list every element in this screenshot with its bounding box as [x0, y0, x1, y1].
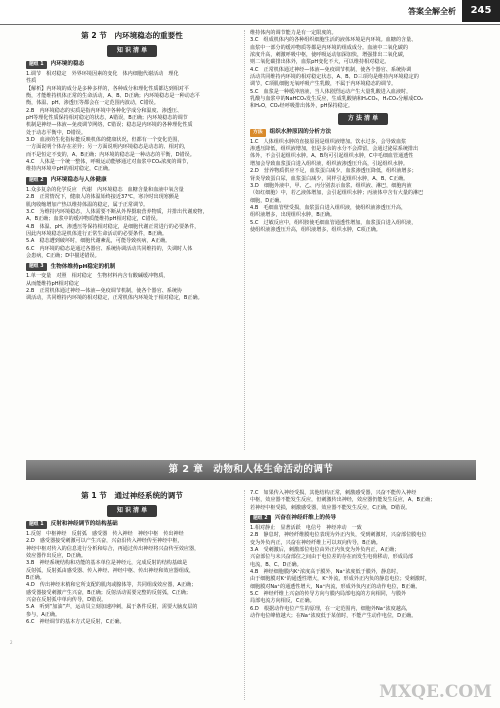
- text-line: （如红细胞）中，若乙液体增加，会引起组织水肿；丙液体中含有大量的淋巴: [250, 190, 424, 197]
- answer-section-label: 答案全解全析: [408, 7, 456, 16]
- section-title: 第 2 节 内环境稳态的重要性: [81, 31, 183, 40]
- text-line: 中枢，效应器不能发生反应，但刺激传出神经，效应器仍能发生反应，A、B正确；: [250, 497, 436, 504]
- topic-tag: 题组 2: [250, 515, 271, 523]
- topic-body: [26, 273, 238, 302]
- text-line: 调活动，共同维持内环境的相对稳定，正常机体内环境处于相对稳定，B正确。: [26, 295, 203, 302]
- topic-body: [26, 187, 238, 260]
- text-line: 6.C 内环境的稳态是通过各器官、系统协调活动共同维持的，失调时人体: [26, 245, 193, 252]
- text-line: 5.A 听到“加油”声，运动员立刻加速冲刺，属于条件反射，需要大脑皮层的: [26, 604, 198, 611]
- text-line: 3.C 为维持内环境稳态，人体需要不断从外界摄取营养物质，并排出代谢废物，: [26, 208, 208, 215]
- text-line: 6.C 神经调节的基本方式是反射，C正确。: [26, 619, 125, 626]
- text-line: 肾炎导致蛋白尿，血浆蛋白减少，同样引起组织水肿，A、B、C正确。: [250, 175, 409, 182]
- text-line: 1.单一变量 对照 相对稳定 生物材料内含有酸碱缓冲物质，: [26, 273, 169, 280]
- text-line: 细胞，D正确。: [250, 197, 285, 204]
- left-column-bottom: [26, 490, 238, 626]
- watermark: MXQE.COM: [379, 682, 492, 702]
- text-line: 5.A 稳态遭到破坏时，细胞代谢紊乱，可能导致疾病，A正确。: [26, 238, 171, 245]
- text-line: 2.B 正常机体通过神经—体液—免疫调节机制，使各个器官、系统协: [26, 287, 183, 294]
- text-line: 肌肉收缩增加产热以维持体温的稳定，属于正常调节。: [26, 201, 149, 208]
- topic-body: [26, 531, 238, 626]
- text-line: 1.反射 中枢神经 反射弧 感受器 传入神经 神经中枢 传出神经: [26, 531, 184, 537]
- text-line: 浓度升高，刺激呼吸中枢，使呼吸运动加深加快，增强排出二氧化碳，: [250, 52, 408, 59]
- text-line: 3.D 血液的生化指标能反映机体的健康状况，但都有一个变化范围，: [26, 137, 183, 144]
- column-divider-bottom: [244, 490, 245, 700]
- text-line: 4.C 人体是一个统一整体，呼吸运动能够通过对血浆中CO₂浓度的调节，: [26, 159, 192, 166]
- continued-answers: [250, 490, 476, 512]
- text-line: 体外，不会引起组织水肿。A、B均可引起组织水肿，C中毛细血管通透性: [250, 153, 414, 160]
- text-line: 4.D 传出神经末梢和它所支配的肌肉或腺体等，共同组成效应器，A正确；: [26, 582, 197, 589]
- topic-body: [250, 525, 476, 620]
- method-list-badge: 方 法 清 单: [338, 113, 388, 125]
- topic-title: 生物体维持pH稳定的机制: [50, 263, 116, 270]
- text-line: 2.B 静息时，神经纤维膜电位表现为外正内负，受到刺激时，兴奋部位膜电位: [250, 532, 427, 539]
- text-line: 1.C 人体组织水肿的直接原因是组织液增加。饮水过多，会导致血浆: [250, 138, 407, 145]
- topic-title: 内环境的稳态: [50, 61, 85, 68]
- knowledge-list-badge: 知 识 清 单: [107, 505, 157, 517]
- text-line: 5.C 神经纤维上兴奋的传导方向与膜内局部电流的方向相同，与膜外: [250, 591, 407, 598]
- text-line: 5.C 血浆是一种缓冲溶液，当人体剧烈运动产生大量乳酸进入血液时，: [250, 88, 412, 95]
- method-body: [250, 139, 476, 234]
- text-line: 调节，C项肌细胞无氧呼吸产生乳酸，不属于内环境稳态的调节。: [250, 81, 397, 88]
- text-line: 3.C 组成机体内的各种组织细胞生活的液体环境是内环境。血糖的含量、: [250, 37, 417, 44]
- text-line: 1.相对静止 显著活跃 电信号 神经冲动 一致: [250, 525, 362, 532]
- text-line: 若神经中枢受损，刺激感受器，效应器不能发生反应，C正确，D错误。: [250, 504, 411, 511]
- topic-tag: 题组 1: [26, 61, 47, 69]
- text-line: 组织液增多，出现组织水肿，B正确。: [250, 212, 335, 219]
- text-line: 4.C 正常机体通过神经—体液—免疫调节机制，使各个器官、系统协调: [250, 66, 412, 73]
- text-line: 反射弧，反射弧由感受器、传入神经、神经中枢、传出神经和效应器组成，: [26, 567, 195, 574]
- topic-heading: [26, 521, 238, 529]
- text-line: 衡，才能维持机体正常的生命活动，A、B、D正确；内环境稳态是一种动态平: [26, 93, 200, 100]
- text-line: 则二氧化碳排出体外，血浆pH变化不大，可以维持相对稳定。: [250, 59, 390, 66]
- left-column-top: [26, 30, 238, 303]
- text-line: 效应器作出反应，D正确。: [26, 553, 86, 560]
- text-line: 血浆中一部分的缓冲物质等都是内环境的组成成分。血液中二氧化碳的: [250, 44, 408, 51]
- text-line: 4.B 毛细血管壁受损，血浆蛋白进入组织液，使组织液渗透压升高，: [250, 204, 407, 211]
- method-title: 组织水肿原因的分析方法: [269, 129, 332, 136]
- text-line: 而不是恒定不变的，A、B正确；内环境的稳态是一种动态的平衡，D错误。: [26, 151, 195, 158]
- column-divider-top: [244, 30, 245, 450]
- topic-heading: [26, 61, 238, 69]
- text-line: 维持内环境中pH的相对稳定，C正确。: [26, 166, 114, 173]
- text-line: 渗透压降低，组织液增加，但是多余的水分不会滞留，会通过泌尿系统排出: [250, 146, 419, 153]
- text-line: 4.B 体温、pH、渗透压等保持相对稳定，是细胞代谢正常进行的必要条件，: [26, 223, 200, 230]
- text-line: A、B正确；血浆中的缓冲物质能维持pH相对稳定，C错误。: [26, 216, 161, 223]
- text-line: 3.A 受刺激后，刺激部位电位由外正内负变为外负内正，A正确；: [250, 547, 400, 554]
- topic-tag: 题组 3: [26, 263, 47, 271]
- topic-heading: [26, 263, 238, 271]
- right-column-bottom: [250, 490, 476, 621]
- topic-heading: [26, 177, 238, 185]
- text-line: 2.B 正常情况下，健康人的体温始终接近37℃，寒冷时出现寒颤是: [26, 194, 179, 201]
- text-line: 3.B 神经系统结构和功能的基本单位是神经元，完成反射的结构基础是: [26, 560, 188, 567]
- chapter-banner: 第 2 章 动物和人体生命活动的调节: [26, 460, 476, 480]
- text-line: 性质: [26, 78, 37, 85]
- topic-title: 兴奋在神经纤维上的传导: [274, 515, 337, 522]
- text-line: 变为外负内正，兴奋在神经纤维上可以双向传导，B正确。: [250, 539, 381, 546]
- text-line: 1.调节 相对稳定 外界环境因素的变化 体内细胞代谢活动 理化: [26, 71, 179, 77]
- text-line: 神经中枢对传入的信息进行分析和综合，再通过传出神经将兴奋传至效应器，: [26, 545, 200, 552]
- text-line: 乳酸与血浆中的NaHCO₃发生反应，生成乳酸钠和H₂CO₃，H₂CO₃分解成CO₂: [250, 96, 424, 103]
- text-line: 和H₂O，CO₂经呼吸排出体外，pH保持稳定。: [250, 103, 353, 110]
- text-line: 【解析】内环境的成分是多种多样的，各种成分和理化性质都达到相对平: [26, 85, 190, 92]
- right-column-top: [250, 30, 476, 234]
- text-line: 处于动态平衡中，D错误。: [26, 129, 86, 136]
- text-line: 2.B 内环境稳态的实质是指内环境中各种化学成分和温度、渗透压、: [26, 107, 183, 114]
- page-header: [0, 0, 500, 25]
- text-line: 会患病，C正确；D中描述错误。: [26, 252, 100, 259]
- text-line: 衡，体温、pH、渗透压等都会在一定范围内波动，C错误。: [26, 100, 159, 107]
- topic-tag: 题组 2: [26, 177, 47, 185]
- text-line: 从而能维持pH相对稳定: [26, 280, 79, 287]
- page-number: 245: [462, 0, 500, 22]
- text-line: 参与，A正确。: [26, 611, 61, 618]
- method-tag: 方法: [250, 129, 266, 137]
- text-line: 兴奋在反射弧中单向传导，D错误。: [26, 597, 107, 604]
- text-line: 局部电流方向相反，C正确。: [250, 598, 315, 605]
- text-line: 1.众多复杂的化学反应 代谢 内环境稳态 血糖含量和血液中氧含量: [26, 186, 184, 193]
- topic-title: 内环境稳态与人体健康: [50, 177, 107, 184]
- text-line: 2.D 感受器接受刺激可以产生兴奋，兴奋沿传入神经传至神经中枢，: [26, 538, 183, 545]
- text-line: 因此内环境稳态是机体进行正常生命活动的必要条件，B正确。: [26, 230, 168, 237]
- text-line: 6.D 根据动作电位产生的原理，在一定范围内，细胞外Na⁺浓度越高，: [250, 605, 412, 612]
- topic-heading: [250, 515, 476, 523]
- text-line: 由于细胞膜对K⁺的通透性增大，K⁺外流，形成外正内负的静息电位；受刺激时，: [250, 576, 431, 583]
- text-line: 维持体内的调节能力是有一定限度的。: [250, 30, 337, 36]
- text-line: 2.D 营养物质供应不足，血浆蛋白减少，血浆渗透压降低，组织液增多；: [250, 168, 417, 175]
- topic-body: [26, 71, 238, 174]
- text-line: 活动共同维持内环境的相对稳定状态，A、B、D三项均是维持内环境稳定的: [250, 74, 419, 81]
- side-note: 2: [10, 640, 13, 645]
- continued-answers: [250, 30, 476, 111]
- text-line: 7.C 如果传入神经受损，其他结构正常，刺激感受器，兴奋不能传入神经: [250, 490, 417, 496]
- text-line: 4.B 神经细胞膜内K⁺浓度高于膜外，Na⁺浓度低于膜外，静息时，: [250, 569, 402, 576]
- text-line: 5.C 过敏反应中，组织胺使毛细血管通透性增加，血浆蛋白进入组织液，: [250, 219, 417, 226]
- text-line: 感受器接受刺激产生兴奋，B正确；反射活动需要完整的反射弧，C正确；: [26, 589, 191, 596]
- text-line: 动作电位峰值越大；在Na⁺浓度低于某值时，不能产生动作电位，D正确。: [250, 613, 417, 620]
- method-heading: [250, 129, 476, 137]
- text-line: 一方面说明个体存在差异；另一方面说明内环境稳态是动态的、相对的，: [26, 144, 190, 151]
- text-line: 细胞膜对Na⁺的通透性增大，Na⁺内流，形成外负内正的动作电位，B正确。: [250, 583, 421, 590]
- text-line: 机制是神经—体液—免疫调节网络，C错误；稳态是内环境的各种理化性质: [26, 122, 193, 129]
- text-line: 兴奋部位与未兴奋部位之间由于电位差的存在而发生电荷移动，形成局部: [250, 554, 414, 561]
- text-line: 增加会导致血浆蛋白进入组织液，组织液渗透压升高，引起组织水肿。: [250, 160, 408, 167]
- topic-tag: 题组 1: [26, 521, 47, 529]
- text-line: B正确。: [26, 575, 45, 582]
- text-line: 使组织液渗透压升高，组织液增多，组织水肿，C项正确。: [250, 226, 381, 233]
- text-line: 电流，B、C、D正确。: [250, 561, 302, 568]
- topic-title: 反射和神经调节的结构基础: [50, 521, 118, 528]
- knowledge-list-badge: 知 识 清 单: [107, 45, 157, 57]
- text-line: pH等理化性质保持相对稳定的状态，A错误，B正确；内环境稳态的调节: [26, 115, 188, 122]
- text-line: 3.D 细胞外液中，甲、乙、丙分别表示血浆、组织液、淋巴，细胞内液: [250, 182, 412, 189]
- section-title: 第 1 节 通过神经系统的调节: [81, 491, 183, 500]
